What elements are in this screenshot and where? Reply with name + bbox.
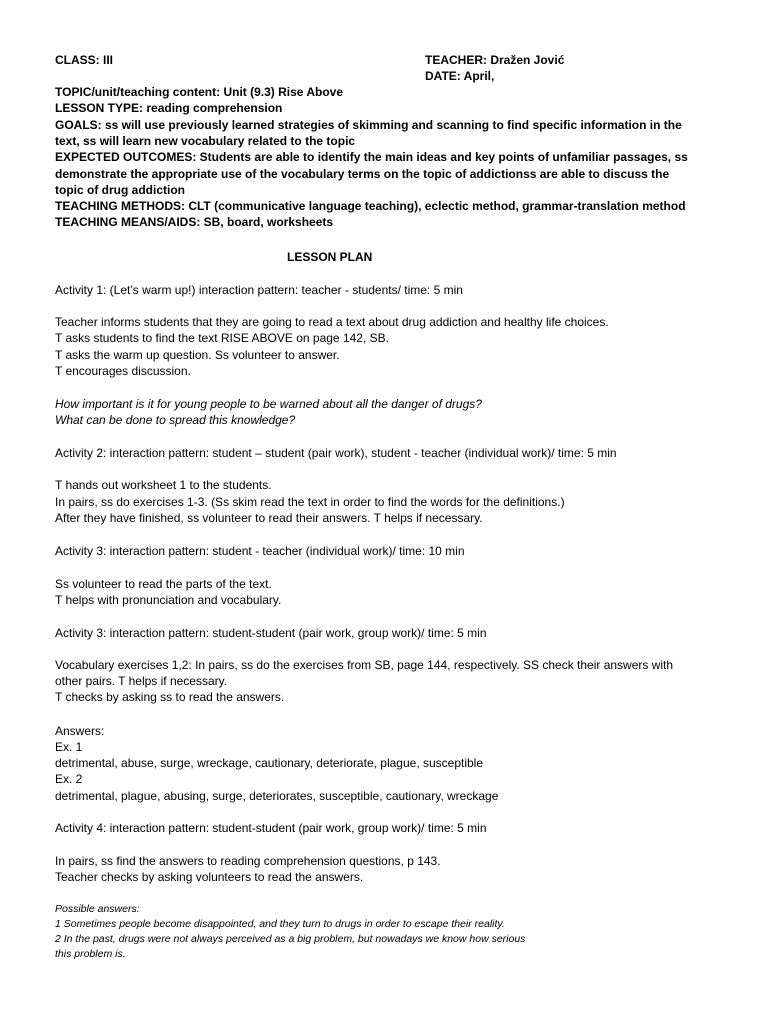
methods-line: TEACHING METHODS: CLT (communicative language teaching), eclectic method, grammar-translation method (55, 199, 686, 213)
activity3b-line: other pairs. T helps if necessary. (55, 674, 228, 688)
activity1-line: T encourages discussion. (55, 364, 191, 378)
lesson-plan-title: LESSON PLAN (287, 250, 373, 264)
activity4-line: In pairs, ss find the answers to reading comprehension questions, p 143. (55, 854, 441, 868)
activity4-line: Teacher checks by asking volunteers to read the answers. (55, 870, 364, 884)
activity2-line: In pairs, ss do exercises 1-3. (Ss skim read the text in order to find the words for the definitions.) (55, 495, 565, 509)
activity3a-heading: Activity 3: interaction pattern: student - teacher (individual work)/ time: 10 min (55, 544, 465, 558)
warmup-question: How important is it for young people to be warned about all the danger of drugs? (55, 397, 482, 411)
activity1-line: T asks students to find the text RISE ABOVE on page 142, SB. (55, 331, 389, 345)
possible-answers-label: Possible answers: (55, 903, 140, 915)
answers-label: Answers: (55, 724, 105, 738)
teacher-line: TEACHER: Dražen Jović (425, 53, 565, 67)
ex2-answers: detrimental, plague, abusing, surge, deteriorates, susceptible, cautionary, wreckage (55, 789, 499, 803)
ex2-label: Ex. 2 (55, 772, 83, 786)
outcomes-line: demonstrate the appropriate use of the vocabulary terms on the topic of addictionss are able to discuss the (55, 167, 670, 181)
ex1-label: Ex. 1 (55, 740, 83, 754)
activity1-heading: Activity 1: (Let’s warm up!) interaction pattern: teacher - students/ time: 5 min (55, 283, 463, 297)
possible-answer-line: 1 Sometimes people become disappointed, and they turn to drugs in order to escape their reality. (55, 918, 505, 930)
lesson-type-line: LESSON TYPE: reading comprehension (55, 101, 283, 115)
activity3a-line: T helps with pronunciation and vocabulary. (55, 593, 282, 607)
activity2-line: T hands out worksheet 1 to the students. (55, 478, 272, 492)
activity2-line: After they have finished, ss volunteer to read their answers. T helps if necessary. (55, 511, 483, 525)
topic-line: TOPIC/unit/teaching content: Unit (9.3) Rise Above (55, 85, 344, 99)
goals-line: GOALS: ss will use previously learned strategies of skimming and scanning to find specific information in the (55, 118, 682, 132)
activity1-line: Teacher informs students that they are going to read a text about drug addiction and healthy life choices. (55, 315, 609, 329)
activity3a-line: Ss volunteer to read the parts of the text. (55, 577, 272, 591)
activity4-heading: Activity 4: interaction pattern: student-student (pair work, group work)/ time: 5 min (55, 821, 487, 835)
outcomes-line: EXPECTED OUTCOMES: Students are able to identify the main ideas and key points of unfamiliar passages, ss (55, 150, 688, 164)
activity2-heading: Activity 2: interaction pattern: student – student (pair work), student - teacher (individual work)/ time: 5 min (55, 446, 617, 460)
activity1-line: T asks the warm up question. Ss volunteer to answer. (55, 348, 340, 362)
means-line: TEACHING MEANS/AIDS: SB, board, worksheets (55, 215, 334, 229)
activity3b-line: Vocabulary exercises 1,2: In pairs, ss do the exercises from SB, page 144, respectively. SS check their answers with (55, 658, 674, 672)
possible-answer-line: 2 In the past, drugs were not always perceived as a big problem, but nowadays we know how serious (55, 933, 526, 945)
warmup-question: What can be done to spread this knowledge? (55, 413, 296, 427)
goals-line: text, ss will learn new vocabulary related to the topic (55, 134, 356, 148)
activity3b-line: T checks by asking ss to read the answers. (55, 690, 285, 704)
date-line: DATE: April, (425, 69, 495, 83)
ex1-answers: detrimental, abuse, surge, wreckage, cautionary, deteriorate, plague, susceptible (55, 756, 484, 770)
outcomes-line: topic of drug addiction (55, 183, 185, 197)
activity3b-heading: Activity 3: interaction pattern: student-student (pair work, group work)/ time: 5 min (55, 626, 487, 640)
class-line: CLASS: III (55, 53, 114, 67)
possible-answer-line: this problem is. (55, 948, 126, 960)
